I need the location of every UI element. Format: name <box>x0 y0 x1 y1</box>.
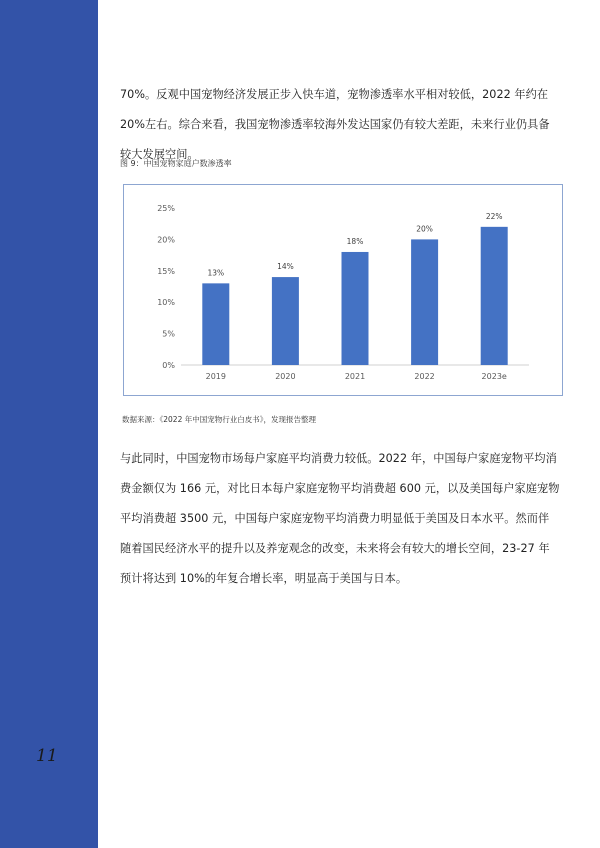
body-paragraph-1: 70%。反观中国宠物经济发展正步入快车道，宠物渗透率水平相对较低，2022 年约在 20%左右。综合来看，我国宠物渗透率较海外发达国家仍有较大差距，未来行业仍具备较大发展空间。 <box>120 88 550 161</box>
bar-chart <box>123 184 563 396</box>
bar-value-label: 14% <box>277 262 294 272</box>
body-paragraph-2: 与此同时，中国宠物市场每户家庭平均消费力较低。2022 年，中国每户家庭宠物平均消费金额仅为 166 元，对比日本每户家庭宠物平均消费超 600 元，以及美国每户家庭宠物平均消费超 3500 元，中国每户家庭宠物平均消费力明显低于美国及日本水平。然而伴随着国民经济水平的提升以及养宠观念的改变，未来将会有较大的增长空间，23-27 年预计将达到 10%的年复合增长率，明显高于美国与日本。 <box>120 452 560 585</box>
y-tick-label: 5% <box>162 329 175 339</box>
x-tick-label: 2020 <box>275 372 296 381</box>
x-tick-label: 2022 <box>414 372 435 381</box>
x-tick-label: 2023e <box>481 372 507 381</box>
bar-value-label: 22% <box>485 211 503 221</box>
bar-chart-svg <box>124 185 564 397</box>
figure-caption: 图 9：中国宠物家庭户数渗透率 <box>120 159 232 168</box>
source-note: 数据来源：《2022 年中国宠物行业白皮书》，发现报告整理 <box>122 415 316 424</box>
bar-value-label: 20% <box>416 224 433 234</box>
side-decoration-band <box>0 0 98 848</box>
bar <box>202 283 229 365</box>
bar <box>272 277 299 365</box>
y-tick-label: 0% <box>162 361 175 370</box>
y-tick-label: 15% <box>157 266 175 276</box>
bar-value-label: 18% <box>346 236 364 246</box>
bar-value-label: 13% <box>207 268 225 278</box>
x-tick-label: 2019 <box>205 372 226 381</box>
y-tick-label: 10% <box>157 298 175 308</box>
bar <box>342 252 369 365</box>
bar <box>481 227 508 365</box>
x-tick-label: 2021 <box>344 372 366 381</box>
page-number: 11 <box>36 746 58 766</box>
y-tick-label: 25% <box>157 204 175 213</box>
bar <box>411 239 438 365</box>
y-tick-label: 20% <box>157 235 175 245</box>
